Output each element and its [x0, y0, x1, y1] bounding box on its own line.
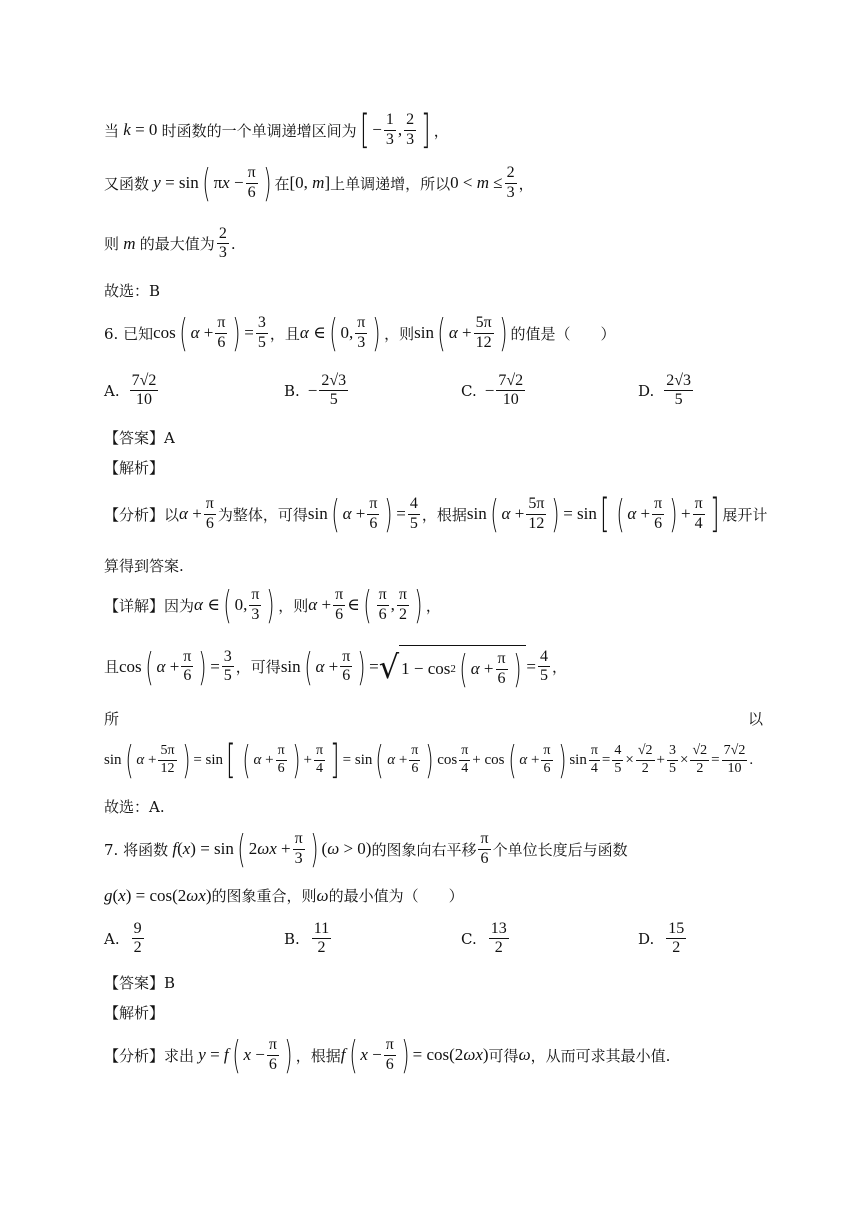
- option-label: D.: [638, 929, 655, 948]
- math-expansion: sin ( α + 5π 12 ) = sin [ ( α + π 6 ) + π 4 ] = sin ( α + π 6 ) cos π 4 + cos ( α + π 6 ) sin π 4 = 4 5 × √2 2 + 3 5 × √2 2 = 7√2 10 .: [104, 737, 754, 783]
- option-frac: [489, 920, 509, 958]
- math-interval-m: [0, m]: [289, 173, 331, 192]
- math-interval: [ − 1 3 , 2 3 ]: [359, 107, 431, 153]
- text-line-4: [104, 280, 160, 301]
- denominator: 2: [672, 939, 681, 957]
- qie-line: [104, 644, 568, 691]
- option-frac: [312, 920, 331, 958]
- text: 可得: [488, 1046, 519, 1065]
- math-cos-eq: cos ( α + π 6 ) = 3 5: [119, 644, 232, 689]
- text: .: [230, 234, 236, 253]
- question-7-line-2: [104, 885, 464, 906]
- option-frac: [496, 372, 525, 410]
- text: 【解析】: [104, 1004, 165, 1022]
- text: 上单调递增，所以: [330, 174, 451, 193]
- text: 故选：B: [104, 282, 161, 300]
- text: 【详解】因为: [104, 596, 195, 615]
- math-k: k = 0: [123, 120, 162, 139]
- text: ，: [552, 658, 568, 676]
- numerator: 15: [666, 920, 686, 939]
- numerator: 11: [312, 920, 331, 939]
- text: 展开计: [722, 505, 768, 524]
- fenxi-6-line-2: [104, 555, 184, 576]
- math-f-eq: f ( x − π 6 ) = cos(2 ωx ): [340, 1033, 489, 1077]
- option-6-b: [284, 372, 350, 410]
- xiangjie-6: [104, 583, 441, 627]
- text: 【解析】: [104, 459, 165, 477]
- sign: −: [484, 380, 495, 400]
- fenxi-6: [104, 491, 768, 537]
- text: 算得到答案.: [104, 557, 184, 575]
- numerator: 7√2: [496, 372, 525, 391]
- guxuan-a: [104, 796, 165, 817]
- text: 7. 将函数: [104, 840, 169, 859]
- text-line-2: [104, 161, 534, 205]
- option-7-b: [284, 920, 333, 958]
- math-shift-range: α + π 6 ∈ ( π 6 , π 2 ): [308, 583, 423, 627]
- long-equation: [104, 737, 754, 783]
- numerator: 13: [489, 920, 509, 939]
- text-line-1: [104, 107, 449, 153]
- text: ，: [433, 121, 449, 140]
- math-cos: cos ( α + π 6 ) = 3 5: [153, 311, 266, 355]
- numerator: 7√2: [130, 372, 159, 391]
- text: ，根据: [295, 1046, 341, 1065]
- text: 【分析】以: [104, 505, 180, 524]
- math-sin: sin ( α + 5π 12 ): [414, 311, 508, 355]
- option-label: D.: [638, 381, 655, 400]
- text: ，可得: [235, 658, 281, 676]
- text: 为整体，可得: [217, 505, 308, 524]
- text: ，: [425, 596, 441, 615]
- denominator: 2: [317, 939, 326, 957]
- option-frac: [132, 920, 144, 958]
- math-g: g(x) = cos(2ωx): [104, 885, 212, 905]
- option-6-c: [461, 372, 527, 410]
- option-label: B.: [284, 929, 300, 948]
- text: 则: [104, 235, 120, 254]
- text: 所: [104, 710, 120, 728]
- option-7-d: [638, 920, 688, 958]
- option-6-d: [638, 372, 695, 410]
- yi-char: [748, 708, 763, 729]
- option-frac: [664, 372, 693, 410]
- option-label: C.: [461, 929, 477, 948]
- math-omega-2: ω: [518, 1045, 531, 1064]
- numerator: 9: [132, 920, 144, 939]
- question-6: [104, 311, 616, 355]
- text: 【分析】求出: [104, 1046, 195, 1065]
- text: 故选：A.: [104, 798, 165, 816]
- text: 又函数: [104, 174, 150, 193]
- denominator: 10: [502, 391, 519, 409]
- option-label: B.: [284, 381, 300, 400]
- option-7-c: [461, 920, 511, 958]
- text: 且: [104, 658, 120, 676]
- math-ineq: 0 < m ≤ 2 3: [450, 164, 515, 201]
- math-sqrt-eq: sin ( α + π 6 ) = √ 1 − cos 2 ( α + π 6 ) = 4 5: [280, 644, 549, 691]
- numerator: 2√3: [664, 372, 693, 391]
- math-sin-expand: sin ( α + 5π 12 ) = sin [ ( α + π 6 ) + π 4 ]: [466, 491, 720, 537]
- option-6-a: [104, 372, 160, 410]
- math-alpha-pi6: α + π 6: [179, 495, 214, 532]
- text: 时函数的一个单调递增区间为: [161, 121, 357, 140]
- text: 的值是（ ）: [510, 324, 616, 343]
- math-f: f ( x ) = sin ( 2 ωx + π 3 ) ( ω > 0): [172, 827, 372, 871]
- math-alpha-range-2: α ∈ ( 0, π 3 ): [194, 583, 275, 627]
- answer-7: [104, 972, 175, 993]
- math-y-f: y = f ( x − π 6 ): [198, 1033, 293, 1077]
- text: 以: [748, 710, 764, 728]
- analysis-7-heading: [104, 1002, 164, 1023]
- text: 6. 已知: [104, 324, 154, 343]
- denominator: 10: [136, 391, 152, 409]
- math-sin-eq: sin ( α + π 6 ) = 4 5: [307, 492, 418, 536]
- option-label: C.: [461, 381, 477, 400]
- text: ，根据: [421, 505, 467, 524]
- denominator: 5: [674, 391, 683, 409]
- analysis-6-heading: [104, 457, 164, 478]
- math-omega: ω: [316, 885, 329, 905]
- text: 的最大值为: [139, 235, 215, 254]
- text: 【答案】B: [104, 974, 176, 992]
- text: 【答案】A: [104, 429, 175, 447]
- text: 在: [274, 174, 290, 193]
- math-frac: 2 3: [218, 225, 227, 262]
- question-7: [104, 827, 628, 871]
- text: 当: [104, 121, 120, 140]
- suo-char: [104, 708, 119, 729]
- text: ，从而可求其最小值.: [530, 1046, 671, 1065]
- option-frac: [130, 372, 159, 410]
- text-line-3: [104, 225, 236, 263]
- text: 的图象向右平移: [371, 840, 477, 859]
- option-label: A.: [104, 381, 120, 400]
- numerator: 2√3: [319, 372, 348, 391]
- text: ，: [518, 174, 534, 193]
- denominator: 2: [133, 939, 142, 957]
- sign: −: [307, 380, 318, 400]
- text: 的图象重合，则: [211, 887, 317, 905]
- math-func: y = sin ( π x − π 6 ): [153, 161, 272, 205]
- text: 的最小值为（ ）: [328, 887, 464, 905]
- math-m: m: [119, 233, 140, 253]
- text: ，则: [384, 324, 415, 343]
- option-frac: [319, 372, 348, 410]
- option-7-a: [104, 920, 146, 958]
- answer-6: [104, 427, 175, 448]
- text: ，且: [269, 324, 300, 343]
- option-label: A.: [104, 929, 120, 948]
- text: ，则: [278, 596, 309, 615]
- denominator: 2: [494, 939, 503, 957]
- math-shift: π 6: [480, 830, 489, 867]
- denominator: 5: [329, 391, 338, 409]
- text: 个单位长度后与函数: [492, 840, 628, 859]
- option-frac: [666, 920, 686, 958]
- fenxi-7: [104, 1033, 671, 1077]
- math-alpha-range: α ∈ ( 0, π 3 ): [299, 311, 381, 355]
